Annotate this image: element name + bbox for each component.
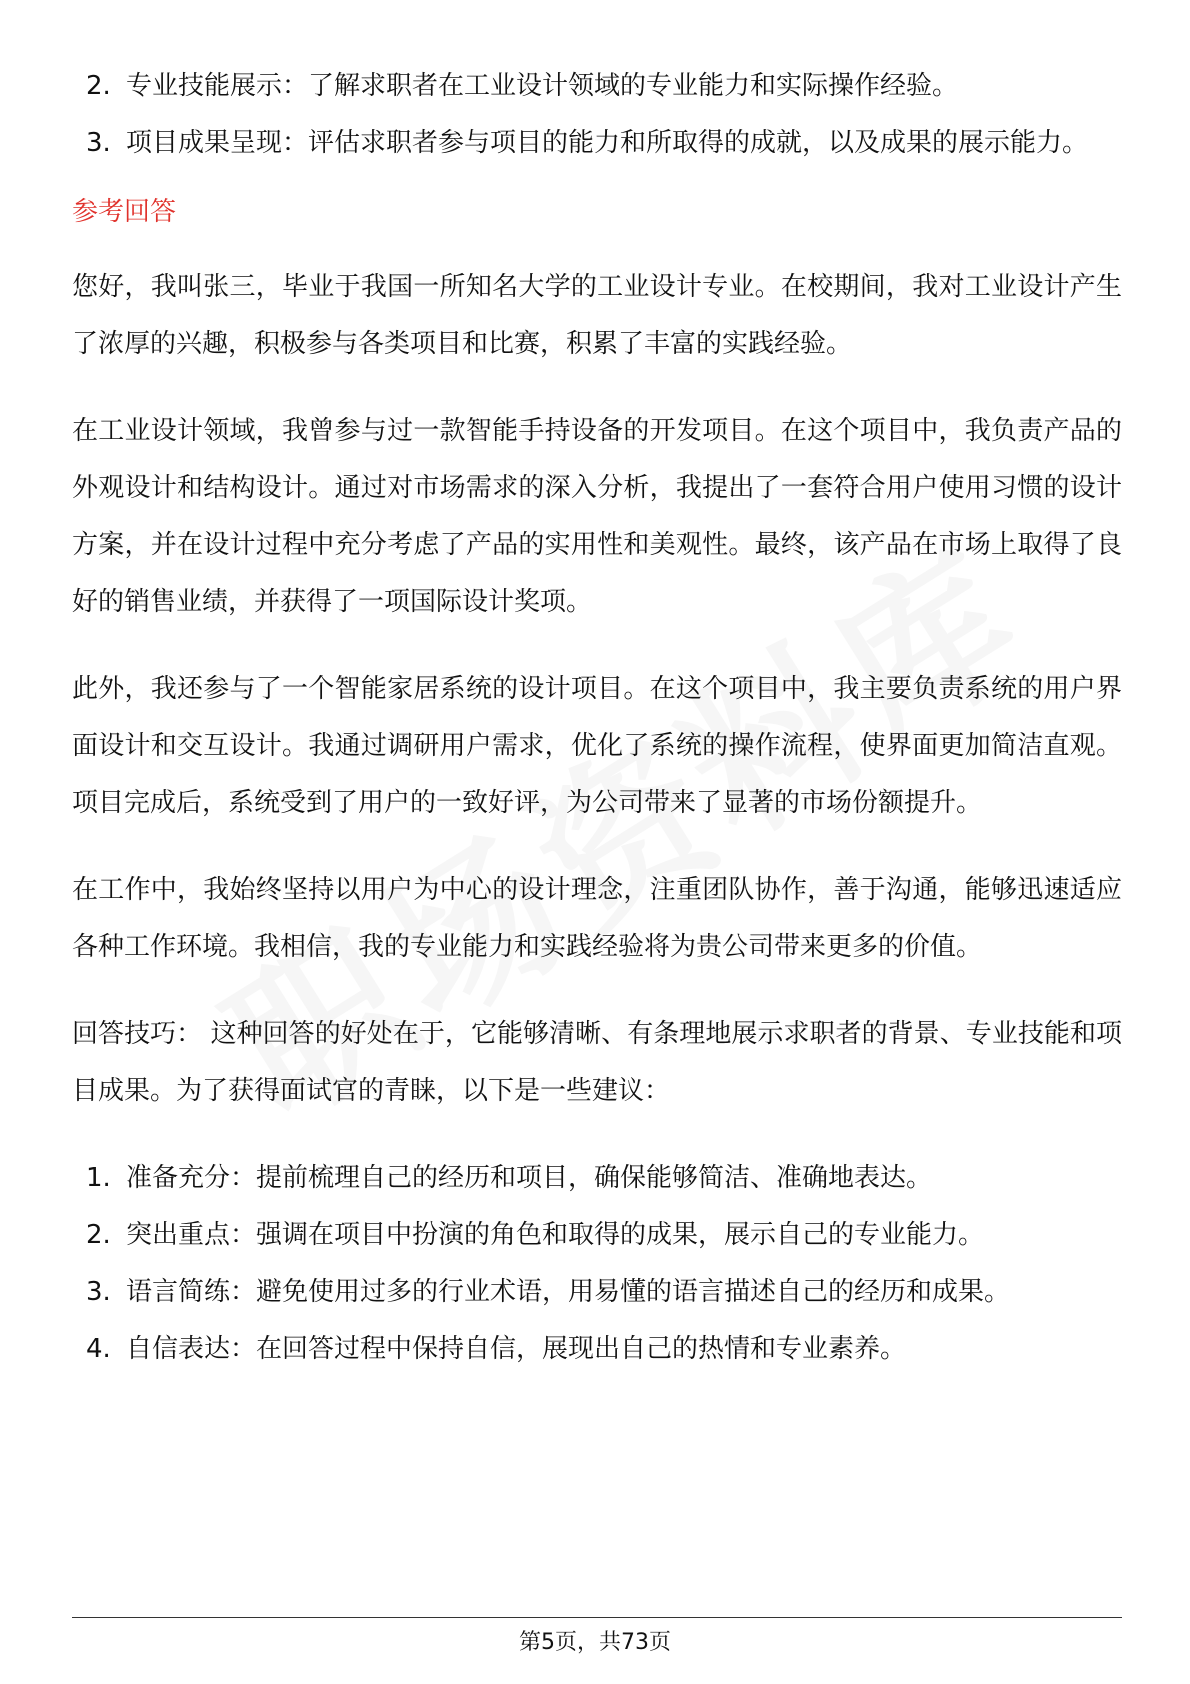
- list-text: 突出重点：强调在项目中扮演的角色和取得的成果，展示自己的专业能力。: [126, 1220, 985, 1250]
- list-number: 2.: [86, 1220, 111, 1250]
- list-item: [72, 58, 1122, 115]
- list-number: 1.: [86, 1163, 111, 1193]
- content-area: [72, 58, 1122, 1378]
- list-number: 4.: [86, 1334, 111, 1364]
- list-item: [72, 115, 1122, 172]
- answer-paragraph: 此外，我还参与了一个智能家居系统的设计项目。在这个项目中，我主要负责系统的用户界面设计和交互设计。我通过调研用户需求，优化了系统的操作流程，使界面更加简洁直观。项目完成后，系统受到了用户的一致好评，为公司带来了显著的市场份额提升。: [72, 674, 1122, 818]
- page-number: 第5页，共73页: [519, 1630, 671, 1655]
- list-text: 项目成果呈现：评估求职者参与项目的能力和所取得的成就，以及成果的展示能力。: [126, 128, 1089, 158]
- list-text: 自信表达：在回答过程中保持自信，展现出自己的热情和专业素养。: [126, 1334, 907, 1364]
- list-number: 3.: [86, 1277, 111, 1307]
- list-item: [72, 1321, 1122, 1378]
- answer-paragraph: 在工业设计领域，我曾参与过一款智能手持设备的开发项目。在这个项目中，我负责产品的外观设计和结构设计。通过对市场需求的深入分析，我提出了一套符合用户使用习惯的设计方案，并在设计过程中充分考虑了产品的实用性和美观性。最终，该产品在市场上取得了良好的销售业绩，并获得了一项国际设计奖项。: [72, 416, 1122, 617]
- list-text: 准备充分：提前梳理自己的经历和项目，确保能够简洁、准确地表达。: [126, 1163, 933, 1193]
- footer-divider: [72, 1617, 1122, 1618]
- list-item: [72, 1150, 1122, 1207]
- list-text: 语言简练：避免使用过多的行业术语，用易懂的语言描述自己的经历和成果。: [126, 1277, 1011, 1307]
- list-number: 2.: [86, 71, 111, 101]
- list-number: 3.: [86, 128, 111, 158]
- answer-paragraph: 您好，我叫张三，毕业于我国一所知名大学的工业设计专业。在校期间，我对工业设计产生了浓厚的兴趣，积极参与各类项目和比赛，积累了丰富的实践经验。: [72, 272, 1122, 359]
- evaluation-list: [72, 58, 1122, 172]
- answer-tips-paragraph: 回答技巧： 这种回答的好处在于，它能够清晰、有条理地展示求职者的背景、专业技能和项目成果。为了获得面试官的青睐，以下是一些建议：: [72, 1019, 1122, 1106]
- tips-list: [72, 1150, 1122, 1378]
- list-item: [72, 1264, 1122, 1321]
- answer-paragraph: 在工作中，我始终坚持以用户为中心的设计理念，注重团队协作，善于沟通，能够迅速适应各种工作环境。我相信，我的专业能力和实践经验将为贵公司带来更多的价值。: [72, 875, 1122, 962]
- list-item: [72, 1207, 1122, 1264]
- reference-answer-heading: 参考回答: [72, 197, 177, 227]
- list-text: 专业技能展示：了解求职者在工业设计领域的专业能力和实际操作经验。: [126, 71, 959, 101]
